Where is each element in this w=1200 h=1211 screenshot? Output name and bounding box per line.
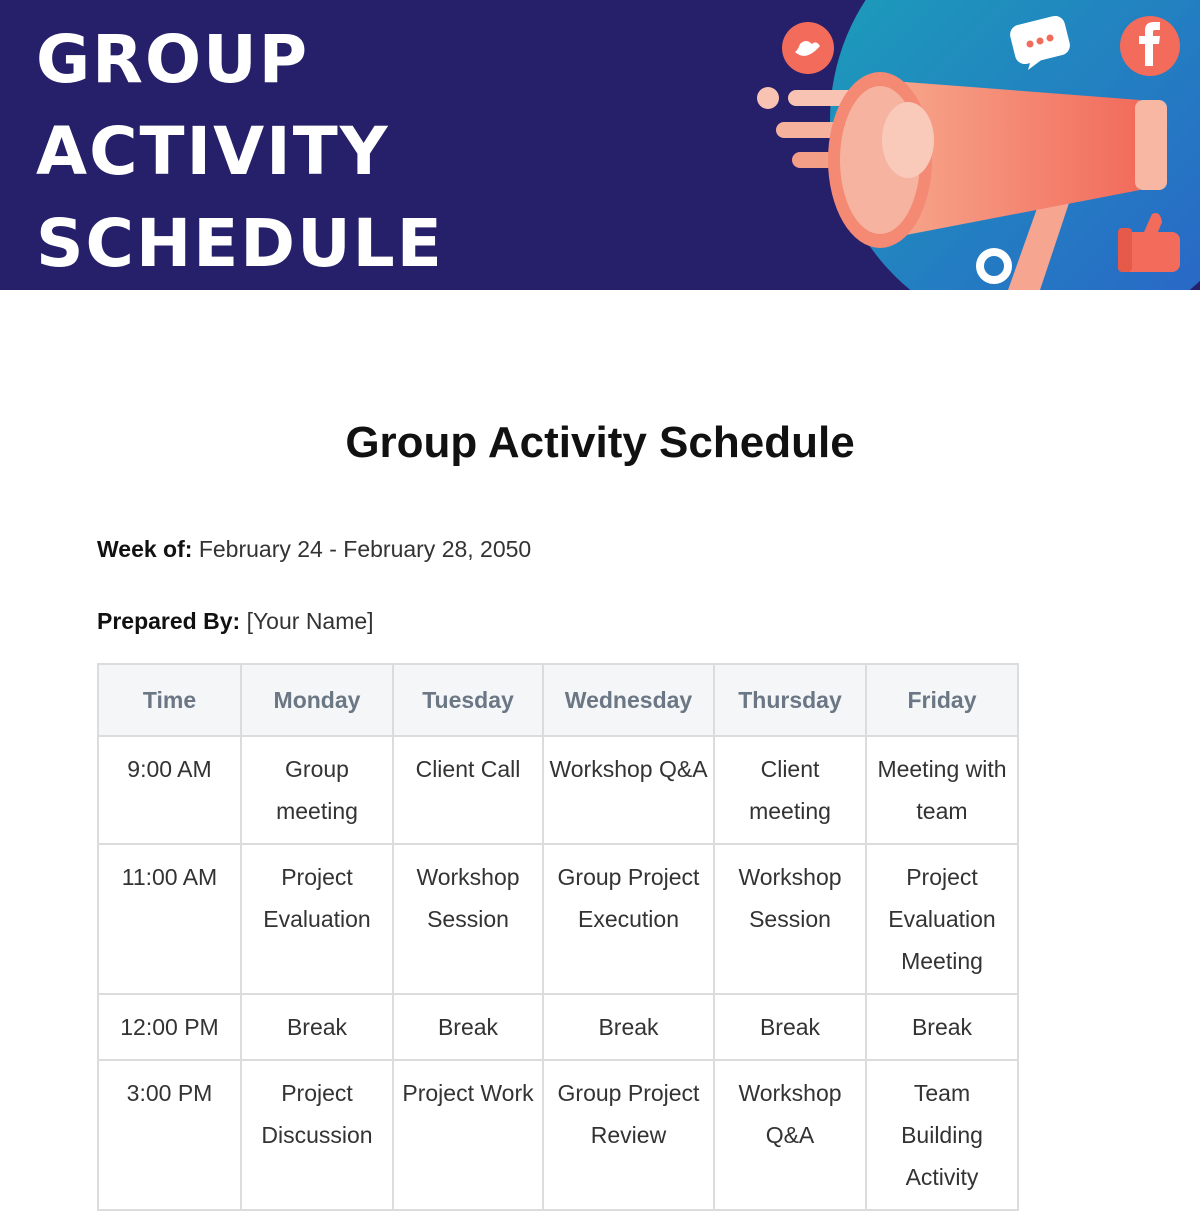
table-row: [98, 736, 1018, 844]
activity-cell: Group meeting: [241, 736, 393, 844]
activity-cell: Meeting with team: [866, 736, 1018, 844]
column-header-wednesday: Wednesday: [543, 664, 714, 736]
activity-cell: Client meeting: [714, 736, 866, 844]
activity-cell: Break: [714, 994, 866, 1060]
header-banner: [0, 0, 1200, 290]
banner-illustration: [740, 0, 1200, 290]
schedule-table: [97, 663, 1019, 1211]
week-of-value: February 24 - February 28, 2050: [198, 536, 532, 562]
activity-cell: Workshop Q&A: [714, 1060, 866, 1210]
activity-cell: Workshop Session: [714, 844, 866, 994]
time-cell: 3:00 PM: [98, 1060, 241, 1210]
activity-cell: Project Evaluation Meeting: [866, 844, 1018, 994]
banner-title-line: SCHEDULE: [36, 205, 444, 282]
facebook-icon: [1120, 16, 1180, 76]
activity-cell: Break: [866, 994, 1018, 1060]
table-header-row: [98, 664, 1018, 736]
table-row: [98, 1060, 1018, 1210]
time-cell: 11:00 AM: [98, 844, 241, 994]
activity-cell: Group Project Review: [543, 1060, 714, 1210]
activity-cell: Break: [393, 994, 543, 1060]
page-title: Group Activity Schedule: [345, 418, 855, 467]
banner-title: [36, 14, 444, 290]
banner-title-line: GROUP: [36, 21, 310, 98]
column-header-thursday: Thursday: [714, 664, 866, 736]
activity-cell: Project Discussion: [241, 1060, 393, 1210]
time-cell: 12:00 PM: [98, 994, 241, 1060]
column-header-time: Time: [98, 664, 241, 736]
twitter-icon: [782, 22, 834, 74]
table-row: [98, 994, 1018, 1060]
activity-cell: Project Evaluation: [241, 844, 393, 994]
activity-cell: Project Work: [393, 1060, 543, 1210]
prepared-by-label: Prepared By:: [97, 608, 241, 634]
column-header-tuesday: Tuesday: [393, 664, 543, 736]
week-of-line: [97, 536, 531, 563]
activity-cell: Group Project Execution: [543, 844, 714, 994]
activity-cell: Team Building Activity: [866, 1060, 1018, 1210]
activity-cell: Break: [543, 994, 714, 1060]
banner-title-line: ACTIVITY: [36, 113, 390, 190]
week-of-label: Week of:: [97, 536, 193, 562]
column-header-friday: Friday: [866, 664, 1018, 736]
activity-cell: Workshop Q&A: [543, 736, 714, 844]
time-cell: 9:00 AM: [98, 736, 241, 844]
column-header-monday: Monday: [241, 664, 393, 736]
prepared-by-line: [97, 608, 374, 635]
activity-cell: Break: [241, 994, 393, 1060]
activity-cell: Client Call: [393, 736, 543, 844]
prepared-by-value: [Your Name]: [246, 608, 374, 634]
activity-cell: Workshop Session: [393, 844, 543, 994]
table-row: [98, 844, 1018, 994]
